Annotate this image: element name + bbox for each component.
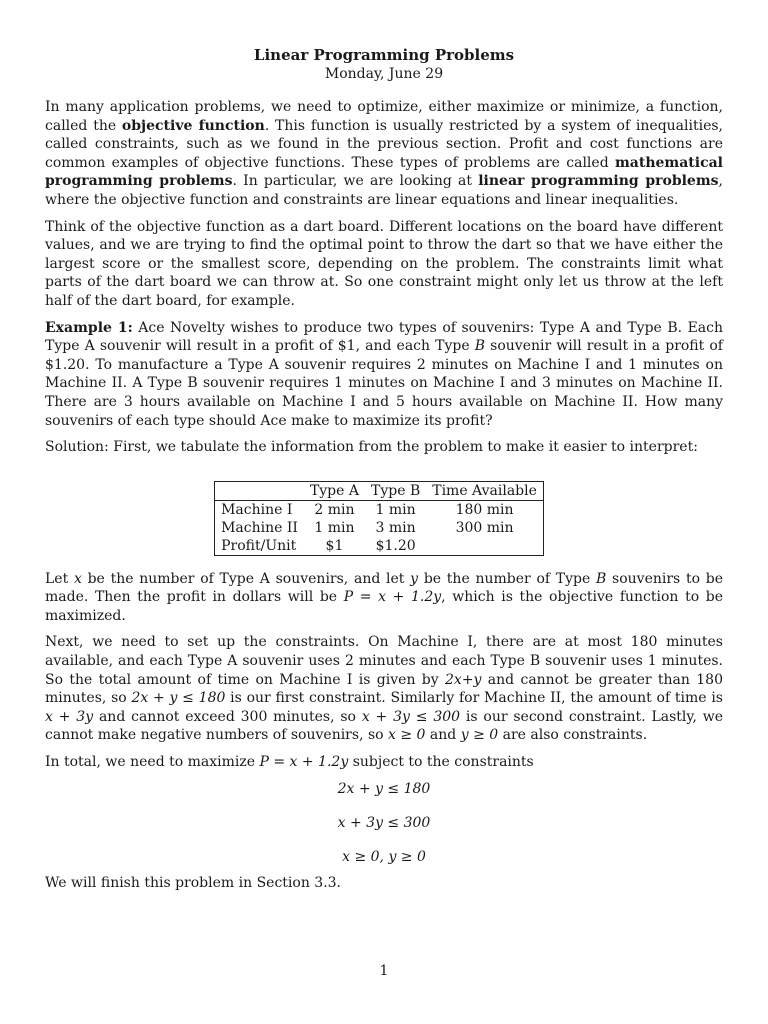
constraint: x + 3y ≤ 300 xyxy=(337,814,431,831)
example-paragraph xyxy=(45,319,723,431)
text: Let xyxy=(45,570,74,587)
math-var: y xyxy=(410,570,419,587)
math-expression: P = x + 1.2y xyxy=(343,589,442,606)
text: are also constraints. xyxy=(498,727,648,744)
term-objective-function: objective function xyxy=(121,117,265,134)
math-expression: x ≥ 0 xyxy=(388,727,426,744)
solution-intro: Solution: First, we tabulate the information from the problem to make it easier to interpret: xyxy=(45,439,698,456)
table-header-cell: Type A xyxy=(304,481,365,500)
constraint: 2x + y ≤ 180 xyxy=(337,780,431,797)
table-cell: 3 min xyxy=(375,519,416,536)
constraint: x ≥ 0, y ≥ 0 xyxy=(342,848,426,865)
text: In total, we need to maximize xyxy=(45,754,260,771)
document-title: Linear Programming Problems xyxy=(253,46,515,64)
text: , which is the objective function to be maximized. xyxy=(45,589,723,624)
text: is our first constraint. Similarly for Machine II, the amount of time is xyxy=(225,690,723,707)
table-row xyxy=(215,537,544,556)
table-cell: Machine I xyxy=(215,500,304,519)
closing-paragraph: We will finish this problem in Section 3.3. xyxy=(45,874,341,891)
table-cell: Machine II xyxy=(215,519,304,537)
text: In many application problems, we need to optimize, either maximize or minimize, a function, called the xyxy=(45,99,723,134)
intro-paragraph xyxy=(45,98,723,210)
table-row xyxy=(215,519,544,537)
math-expression: P = x + 1.2y xyxy=(259,754,349,771)
text: and cannot be greater than 180 minutes, so xyxy=(45,671,723,707)
table-cell: Profit/Unit xyxy=(215,537,304,556)
text: be the number of Type A souvenirs, and let xyxy=(81,570,411,587)
math-var: B xyxy=(596,570,607,587)
text: , where the objective function and constraints are linear equations and linear inequalities. xyxy=(45,173,723,208)
term-linear-programming: linear programming problems xyxy=(478,173,719,190)
example-label: Example 1: xyxy=(45,319,133,336)
document-date: Monday, June 29 xyxy=(324,66,444,82)
table-header-cell: Type B xyxy=(365,481,426,500)
text: and xyxy=(425,727,461,744)
document-page xyxy=(45,46,723,900)
term-mathematical-programming: mathematical programming problems xyxy=(45,154,723,190)
text: . This function is usually restricted by a system of inequalities, called constraints, such as we found in the previous section. Profit and cost functions are common examples of objective functions. These types of problems are called xyxy=(45,117,724,171)
math-expression: 2x + y ≤ 180 xyxy=(131,690,226,707)
table-header-cell xyxy=(215,481,304,500)
table-header-row xyxy=(215,481,544,500)
table-cell: $1 xyxy=(304,537,365,556)
text: Next, we need to set up the constraints. On Machine I, there are at most 180 minutes available, and each Type A souvenir uses 2 minutes and each Type B souvenir uses 1 minutes. So the total amount of time on Machine I is given by xyxy=(45,634,723,688)
dartboard-paragraph: Think of the objective function as a dart board. Different locations on the board have different values, and we are trying to find the optimal point to throw the dart so that we have either the largest score or the smallest score, depending on the problem. The constraints limit what parts of the dart board we can throw at. So one constraint might only let us throw at the left half of the dart board, for example. xyxy=(45,218,723,309)
constraint-list xyxy=(45,780,723,866)
table-cell: 2 min xyxy=(304,500,365,519)
table-cell xyxy=(426,537,543,556)
table-cell: $1.20 xyxy=(365,537,426,556)
text: souvenir will result in a profit of $1.20. To manufacture a Type A souvenir requires 2 minutes on Machine I and 1 minutes on Machine II. A Type B souvenir requires 1 minutes on Machine I and 3 minutes on Machine II. There are 3 hours available on Machine I and 5 hours available on Machine II. How many souvenirs of each type should Ace make to maximize its profit? xyxy=(45,338,723,429)
math-expression: 2x+y xyxy=(445,671,482,688)
text: and cannot exceed 300 minutes, so xyxy=(93,708,362,725)
text: . In particular, we are looking at xyxy=(232,173,479,190)
table-cell: 300 min xyxy=(426,519,543,537)
math-expression: y ≥ 0 xyxy=(460,727,499,744)
table-row xyxy=(215,500,544,519)
table-cell: 1 min xyxy=(314,519,355,536)
math-var: B xyxy=(474,338,486,355)
math-expression: x + 3y xyxy=(45,708,94,725)
table-cell: 1 min xyxy=(365,500,426,519)
page-number: 1 xyxy=(379,963,389,979)
text: souvenirs to be made. Then the profit in dollars will be xyxy=(45,570,724,606)
text: be the number of Type xyxy=(418,570,597,587)
text: Ace Novelty wishes to produce two types of souvenirs: Type A and Type B. Each Type A souvenir will result in a profit of $1, and each Type xyxy=(45,319,723,355)
info-table xyxy=(214,481,544,556)
table-cell: 180 min xyxy=(426,500,543,519)
variables-paragraph xyxy=(45,570,723,626)
text: subject to the constraints xyxy=(348,754,534,771)
total-paragraph xyxy=(45,753,723,772)
table-header-cell: Time Available xyxy=(426,481,543,500)
math-expression: x + 3y ≤ 300 xyxy=(361,708,461,725)
math-var: x xyxy=(73,570,82,587)
text: is our second constraint. Lastly, we cannot make negative numbers of souvenirs, so xyxy=(45,708,724,744)
constraints-paragraph xyxy=(45,633,723,745)
